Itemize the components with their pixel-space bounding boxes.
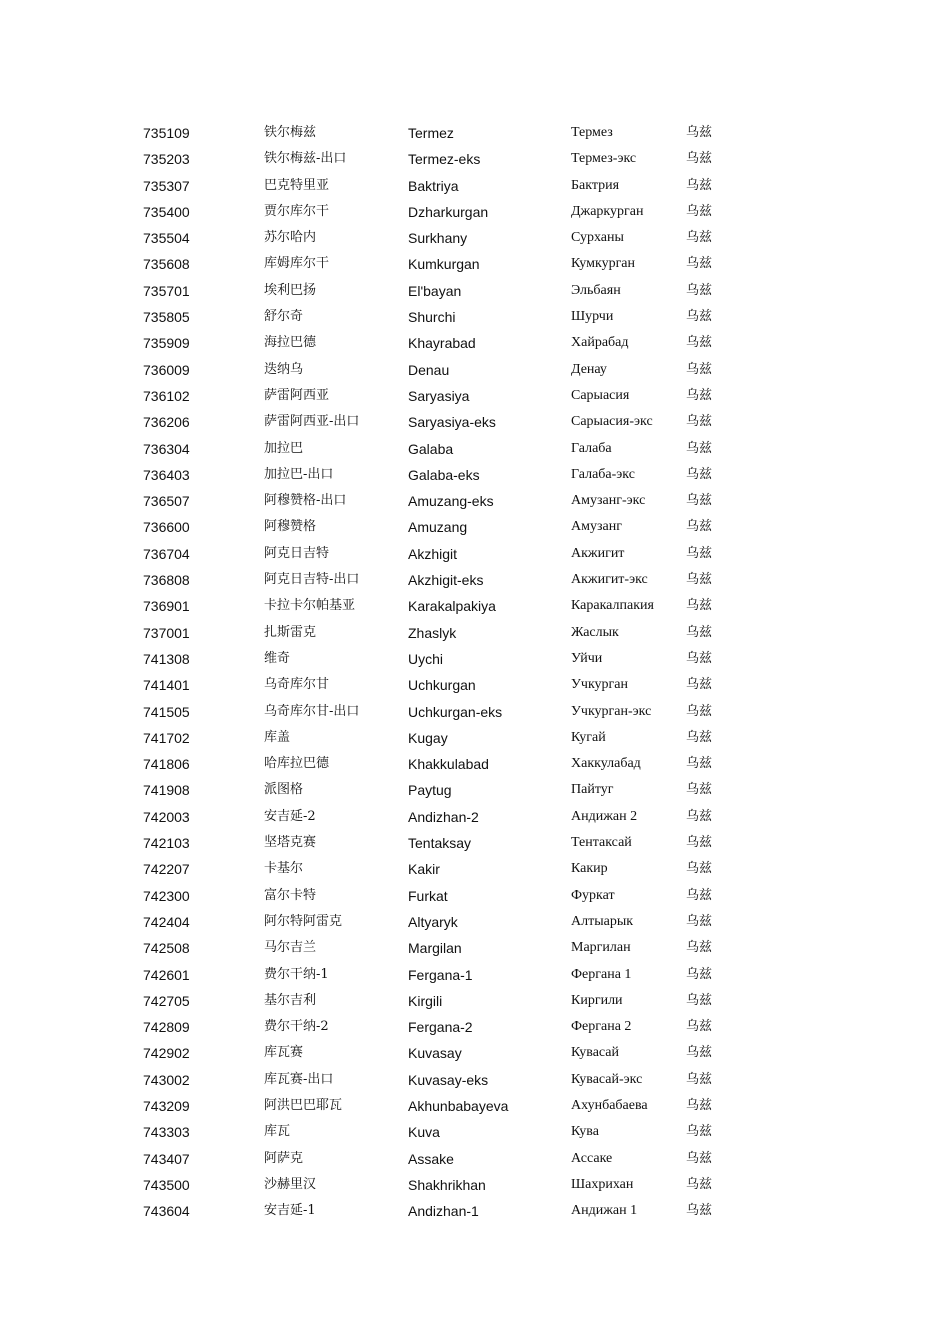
table-row	[0, 909, 950, 935]
station-name-chinese-cell: 铁尔梅兹-出口	[264, 151, 347, 167]
country-cell: 乌兹	[686, 966, 713, 982]
station-name-russian-cell: Какир	[571, 861, 608, 877]
station-name-chinese-cell: 加拉巴	[264, 440, 304, 456]
station-code-cell: 743500	[143, 1176, 190, 1193]
station-name-latin-cell: Andizhan-2	[408, 808, 479, 825]
table-row	[0, 541, 950, 567]
country-cell: 乌兹	[686, 440, 713, 456]
station-name-chinese-cell: 阿穆赞格-出口	[264, 493, 347, 509]
station-name-latin-cell: Akzhigit-eks	[408, 572, 484, 589]
station-code-cell: 742207	[143, 861, 190, 878]
station-code-cell: 735805	[143, 309, 190, 326]
table-row	[0, 1119, 950, 1145]
station-code-cell: 743209	[143, 1097, 190, 1114]
station-name-chinese-cell: 阿尔特阿雷克	[264, 913, 343, 929]
station-name-latin-cell: Fergana-2	[408, 1019, 473, 1036]
country-cell: 乌兹	[686, 466, 713, 482]
country-cell: 乌兹	[686, 782, 713, 798]
table-row	[0, 225, 950, 251]
table-row	[0, 514, 950, 540]
station-name-chinese-cell: 萨雷阿西亚	[264, 387, 330, 403]
station-name-russian-cell: Шурчи	[571, 309, 614, 325]
station-name-latin-cell: Galaba	[408, 440, 454, 457]
station-code-cell: 735504	[143, 230, 190, 247]
table-row	[0, 883, 950, 909]
station-name-chinese-cell: 安吉延-2	[264, 808, 316, 824]
station-code-cell: 742404	[143, 913, 190, 930]
station-name-chinese-cell: 乌奇库尔甘-出口	[264, 703, 360, 719]
table-row	[0, 462, 950, 488]
station-name-chinese-cell: 海拉巴德	[264, 335, 317, 351]
table-row	[0, 1040, 950, 1066]
station-name-russian-cell: Ассаке	[571, 1150, 613, 1166]
station-name-latin-cell: Termez	[408, 125, 454, 141]
station-name-chinese-cell: 巴克特里亚	[264, 177, 330, 193]
station-name-latin-cell: Kuvasay	[408, 1045, 462, 1062]
station-name-russian-cell: Хайрабад	[571, 335, 629, 351]
station-code-cell: 742508	[143, 940, 190, 957]
table-row	[0, 173, 950, 199]
station-name-chinese-cell: 费尔干纳-2	[264, 1019, 329, 1035]
country-cell: 乌兹	[686, 835, 713, 851]
station-name-latin-cell: Uchkurgan-eks	[408, 703, 503, 720]
station-name-latin-cell: Andizhan-1	[408, 1203, 479, 1220]
station-code-cell: 735909	[143, 335, 190, 352]
station-name-russian-cell: Учкурган	[571, 677, 629, 693]
station-name-latin-cell: Khayrabad	[408, 335, 476, 352]
station-name-russian-cell: Фуркат	[571, 887, 615, 903]
station-name-latin-cell: Kuvasay-eks	[408, 1071, 489, 1088]
station-name-chinese-cell: 库瓦赛	[264, 1045, 304, 1061]
station-name-chinese-cell: 萨雷阿西亚-出口	[264, 414, 360, 430]
country-cell: 乌兹	[686, 1097, 713, 1113]
station-name-chinese-cell: 苏尔哈内	[264, 230, 317, 246]
station-code-cell: 742809	[143, 1019, 190, 1036]
station-code-cell: 743407	[143, 1150, 190, 1167]
station-name-chinese-cell: 加拉巴-出口	[264, 466, 334, 482]
table-row	[0, 751, 950, 777]
table-row	[0, 1172, 950, 1198]
country-cell: 乌兹	[686, 256, 713, 272]
station-name-latin-cell: Galaba-eks	[408, 466, 480, 483]
table-row	[0, 146, 950, 172]
station-code-cell: 735400	[143, 203, 190, 220]
station-name-latin-cell: Akzhigit	[408, 545, 458, 562]
table-row	[0, 988, 950, 1014]
station-name-russian-cell: Тентаксай	[571, 835, 632, 851]
station-name-russian-cell: Амузанг-экс	[571, 493, 646, 509]
station-name-chinese-cell: 贾尔库尔干	[264, 203, 330, 219]
station-code-cell: 736704	[143, 545, 190, 562]
table-row	[0, 278, 950, 304]
station-name-latin-cell: Fergana-1	[408, 966, 473, 983]
station-name-chinese-cell: 扎斯雷克	[264, 624, 317, 640]
country-cell: 乌兹	[686, 1124, 713, 1140]
station-code-cell: 737001	[143, 624, 190, 641]
country-cell: 乌兹	[686, 624, 713, 640]
table-row	[0, 330, 950, 356]
station-name-latin-cell: Termez-eks	[408, 151, 481, 168]
station-name-chinese-cell: 库姆库尔干	[264, 256, 330, 272]
station-code-cell: 736206	[143, 414, 190, 431]
country-cell: 乌兹	[686, 808, 713, 824]
station-name-latin-cell: Paytug	[408, 782, 452, 799]
station-code-cell: 742601	[143, 966, 190, 983]
station-code-cell: 736600	[143, 519, 190, 536]
station-name-chinese-cell: 铁尔梅兹	[264, 125, 317, 140]
station-name-russian-cell: Кугай	[571, 729, 606, 745]
station-name-russian-cell: Каракалпакия	[571, 598, 654, 614]
station-code-cell: 743604	[143, 1203, 190, 1220]
station-name-latin-cell: Furkat	[408, 887, 448, 904]
country-cell: 乌兹	[686, 309, 713, 325]
station-code-cell: 742902	[143, 1045, 190, 1062]
table-row	[0, 567, 950, 593]
station-code-cell: 741702	[143, 729, 190, 746]
station-code-cell: 741806	[143, 756, 190, 773]
station-name-latin-cell: Kakir	[408, 861, 440, 878]
table-row	[0, 1014, 950, 1040]
table-row	[0, 1146, 950, 1172]
station-name-russian-cell: Шахрихан	[571, 1176, 634, 1192]
station-code-cell: 736507	[143, 493, 190, 510]
station-name-latin-cell: Surkhany	[408, 230, 468, 247]
station-code-cell: 743002	[143, 1071, 190, 1088]
table-row	[0, 593, 950, 619]
station-name-russian-cell: Амузанг	[571, 519, 622, 535]
station-name-chinese-cell: 卡基尔	[264, 861, 304, 877]
country-cell: 乌兹	[686, 282, 713, 298]
station-table	[0, 120, 950, 1224]
station-name-chinese-cell: 阿克日吉特-出口	[264, 572, 360, 588]
station-code-cell: 743303	[143, 1124, 190, 1141]
station-code-cell: 736403	[143, 466, 190, 483]
table-row	[0, 830, 950, 856]
table-row	[0, 804, 950, 830]
station-name-latin-cell: Khakkulabad	[408, 756, 489, 773]
table-row	[0, 199, 950, 225]
table-row	[0, 409, 950, 435]
country-cell: 乌兹	[686, 940, 713, 956]
station-code-cell: 742300	[143, 887, 190, 904]
station-name-chinese-cell: 阿萨克	[264, 1150, 304, 1166]
table-row	[0, 1093, 950, 1119]
station-name-russian-cell: Учкурган-экс	[571, 703, 652, 719]
station-name-russian-cell: Кумкурган	[571, 256, 636, 272]
station-name-chinese-cell: 乌奇库尔甘	[264, 677, 330, 693]
country-cell: 乌兹	[686, 1019, 713, 1035]
station-name-russian-cell: Термез	[571, 125, 613, 140]
table-row	[0, 488, 950, 514]
station-name-russian-cell: Жаслык	[571, 624, 619, 640]
table-row	[0, 699, 950, 725]
table-row	[0, 672, 950, 698]
station-name-latin-cell: Denau	[408, 361, 450, 378]
country-cell: 乌兹	[686, 203, 713, 219]
station-code-cell: 736102	[143, 387, 190, 404]
table-row	[0, 646, 950, 672]
station-name-chinese-cell: 安吉延-1	[264, 1203, 316, 1219]
country-cell: 乌兹	[686, 677, 713, 693]
station-name-latin-cell: Saryasiya-eks	[408, 414, 496, 431]
station-name-russian-cell: Эльбаян	[571, 282, 621, 298]
country-cell: 乌兹	[686, 572, 713, 588]
station-code-cell: 736808	[143, 572, 190, 589]
country-cell: 乌兹	[686, 151, 713, 167]
country-cell: 乌兹	[686, 230, 713, 246]
station-name-russian-cell: Термез-экс	[571, 151, 637, 167]
station-name-latin-cell: Tentaksay	[408, 835, 472, 852]
station-name-russian-cell: Уйчи	[571, 650, 603, 666]
station-code-cell: 736304	[143, 440, 190, 457]
table-row	[0, 120, 950, 146]
table-row	[0, 251, 950, 277]
table-row	[0, 1198, 950, 1224]
country-cell: 乌兹	[686, 361, 713, 377]
station-name-latin-cell: Shakhrikhan	[408, 1176, 486, 1193]
table-row	[0, 304, 950, 330]
station-name-russian-cell: Хаккулабад	[571, 756, 641, 772]
station-name-latin-cell: Kuva	[408, 1124, 440, 1141]
station-name-chinese-cell: 舒尔奇	[264, 309, 304, 325]
country-cell: 乌兹	[686, 335, 713, 351]
country-cell: 乌兹	[686, 861, 713, 877]
station-name-latin-cell: Shurchi	[408, 309, 456, 326]
station-name-chinese-cell: 费尔干纳-1	[264, 966, 329, 982]
country-cell: 乌兹	[686, 992, 713, 1008]
station-name-latin-cell: Saryasiya	[408, 387, 470, 404]
station-name-chinese-cell: 坚塔克赛	[264, 835, 317, 851]
country-cell: 乌兹	[686, 1203, 713, 1219]
country-cell: 乌兹	[686, 387, 713, 403]
station-name-chinese-cell: 哈库拉巴德	[264, 756, 330, 772]
table-row	[0, 777, 950, 803]
station-name-chinese-cell: 阿穆赞格	[264, 519, 317, 535]
station-code-cell: 735701	[143, 282, 190, 299]
country-cell: 乌兹	[686, 493, 713, 509]
table-row	[0, 856, 950, 882]
table-row	[0, 725, 950, 751]
station-code-cell: 735109	[143, 125, 190, 141]
station-name-latin-cell: Uchkurgan	[408, 677, 476, 694]
station-name-chinese-cell: 阿克日吉特	[264, 545, 330, 561]
station-name-russian-cell: Кува	[571, 1124, 599, 1140]
station-name-latin-cell: Altyaryk	[408, 913, 458, 930]
station-code-cell: 741908	[143, 782, 190, 799]
country-cell: 乌兹	[686, 913, 713, 929]
station-name-russian-cell: Маргилан	[571, 940, 631, 956]
station-name-latin-cell: Amuzang-eks	[408, 493, 494, 510]
station-name-russian-cell: Бактрия	[571, 177, 620, 193]
station-name-russian-cell: Кувасай-экс	[571, 1071, 643, 1087]
station-name-latin-cell: Kirgili	[408, 992, 443, 1009]
country-cell: 乌兹	[686, 125, 713, 140]
country-cell: 乌兹	[686, 545, 713, 561]
station-code-cell: 736901	[143, 598, 190, 615]
country-cell: 乌兹	[686, 177, 713, 193]
station-name-chinese-cell: 迭纳乌	[264, 361, 304, 377]
station-name-chinese-cell: 埃利巴扬	[264, 282, 317, 298]
station-name-latin-cell: Uychi	[408, 650, 444, 667]
country-cell: 乌兹	[686, 519, 713, 535]
station-code-cell: 741505	[143, 703, 190, 720]
station-name-chinese-cell: 阿洪巴巴耶瓦	[264, 1097, 343, 1113]
station-name-latin-cell: Baktriya	[408, 177, 459, 194]
station-name-latin-cell: Karakalpakiya	[408, 598, 496, 615]
table-row	[0, 962, 950, 988]
station-name-russian-cell: Андижан 1	[571, 1203, 638, 1219]
station-code-cell: 741308	[143, 650, 190, 667]
station-name-russian-cell: Пайтуг	[571, 782, 614, 798]
table-row	[0, 357, 950, 383]
station-name-russian-cell: Андижан 2	[571, 808, 638, 824]
country-cell: 乌兹	[686, 414, 713, 430]
station-name-russian-cell: Киргили	[571, 992, 623, 1008]
station-name-chinese-cell: 富尔卡特	[264, 887, 317, 903]
station-name-latin-cell: Margilan	[408, 940, 462, 957]
country-cell: 乌兹	[686, 756, 713, 772]
country-cell: 乌兹	[686, 1071, 713, 1087]
station-name-chinese-cell: 库盖	[264, 729, 291, 745]
station-name-chinese-cell: 沙赫里汉	[264, 1176, 317, 1192]
table-row	[0, 620, 950, 646]
station-name-chinese-cell: 马尔吉兰	[264, 940, 317, 956]
station-name-latin-cell: Zhaslyk	[408, 624, 457, 641]
station-code-cell: 741401	[143, 677, 190, 694]
table-row	[0, 383, 950, 409]
station-name-chinese-cell: 维奇	[264, 650, 291, 666]
station-name-russian-cell: Сарыасия	[571, 387, 630, 403]
country-cell: 乌兹	[686, 650, 713, 666]
country-cell: 乌兹	[686, 1150, 713, 1166]
station-name-chinese-cell: 卡拉卡尔帕基亚	[264, 598, 356, 614]
station-name-chinese-cell: 库瓦	[264, 1124, 291, 1140]
station-name-chinese-cell: 基尔吉利	[264, 992, 317, 1008]
table-row	[0, 1067, 950, 1093]
station-name-russian-cell: Акжигит-экс	[571, 572, 648, 588]
table-row	[0, 436, 950, 462]
station-name-chinese-cell: 派图格	[264, 782, 304, 798]
station-name-russian-cell: Сурханы	[571, 230, 624, 246]
station-name-russian-cell: Джаркурган	[571, 203, 644, 219]
country-cell: 乌兹	[686, 729, 713, 745]
station-name-russian-cell: Галаба-экс	[571, 466, 635, 482]
country-cell: 乌兹	[686, 598, 713, 614]
station-code-cell: 735203	[143, 151, 190, 168]
station-name-latin-cell: Dzharkurgan	[408, 203, 489, 220]
station-code-cell: 742003	[143, 808, 190, 825]
station-name-latin-cell: Kugay	[408, 729, 448, 746]
station-name-russian-cell: Галаба	[571, 440, 612, 456]
station-name-chinese-cell: 库瓦赛-出口	[264, 1071, 334, 1087]
station-code-cell: 742705	[143, 992, 190, 1009]
station-name-russian-cell: Акжигит	[571, 545, 625, 561]
country-cell: 乌兹	[686, 887, 713, 903]
country-cell: 乌兹	[686, 703, 713, 719]
station-name-russian-cell: Фергана 1	[571, 966, 632, 982]
station-name-latin-cell: Assake	[408, 1150, 454, 1167]
station-name-russian-cell: Алтыарык	[571, 913, 634, 929]
country-cell: 乌兹	[686, 1045, 713, 1061]
station-name-russian-cell: Денау	[571, 361, 607, 377]
station-code-cell: 736009	[143, 361, 190, 378]
station-name-latin-cell: Kumkurgan	[408, 256, 480, 273]
station-code-cell: 735608	[143, 256, 190, 273]
station-name-latin-cell: El'bayan	[408, 282, 462, 299]
station-code-cell: 742103	[143, 835, 190, 852]
station-name-russian-cell: Ахунбабаева	[571, 1097, 648, 1113]
station-code-cell: 735307	[143, 177, 190, 194]
station-name-russian-cell: Кувасай	[571, 1045, 620, 1061]
station-name-russian-cell: Фергана 2	[571, 1019, 632, 1035]
station-name-latin-cell: Akhunbabayeva	[408, 1097, 509, 1114]
country-cell: 乌兹	[686, 1176, 713, 1192]
station-name-latin-cell: Amuzang	[408, 519, 468, 536]
station-name-russian-cell: Сарыасия-экс	[571, 414, 653, 430]
table-row	[0, 935, 950, 961]
